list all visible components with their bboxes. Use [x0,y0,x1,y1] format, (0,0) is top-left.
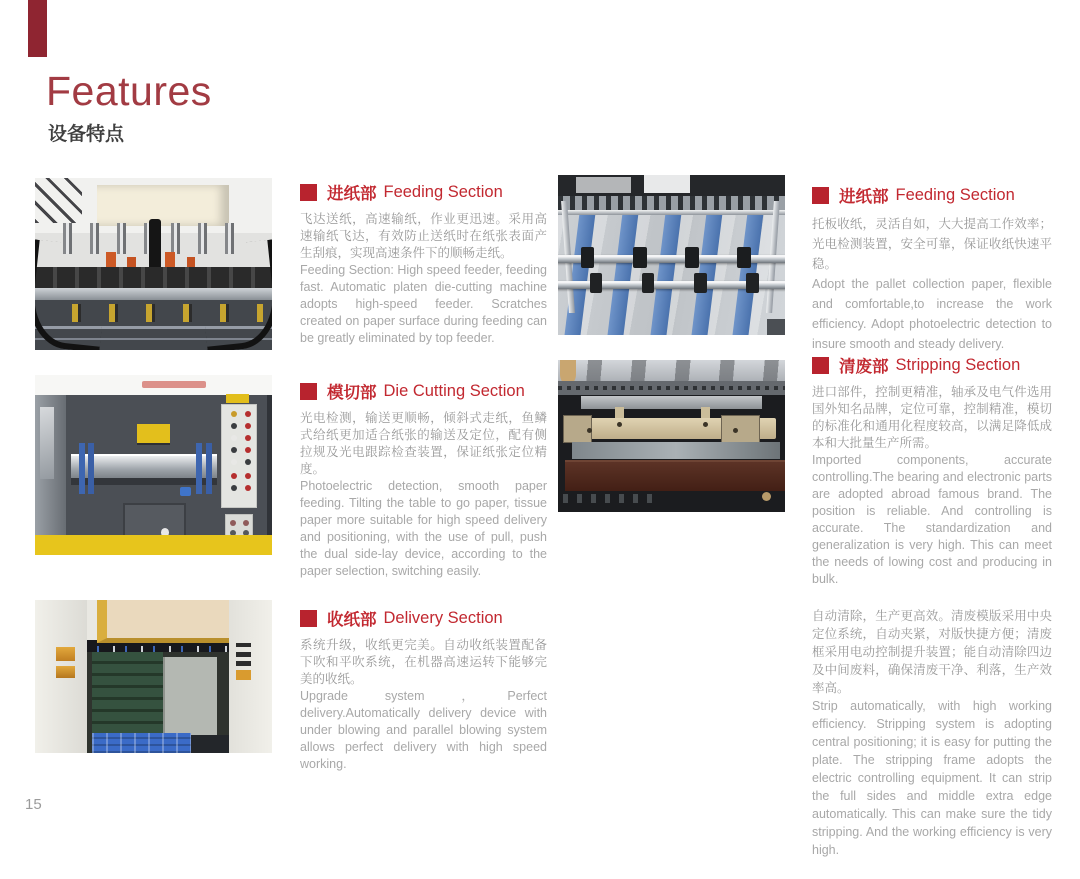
photo-detail [236,661,250,666]
photo-detail [230,520,236,526]
photo-detail [558,386,785,391]
section-heading [812,353,1052,377]
photo-detail [685,247,699,268]
photo-detail [581,396,763,408]
photo-detail [558,196,785,210]
photo-detail [225,514,253,538]
photo-detail [563,415,592,443]
section-body-cn: 系统升级，收纸更完美。自动收纸装置配备下吹和平吹系统，在机器高速运转下能够完美的收纸。 [300,638,547,686]
section-feeding [300,180,547,347]
photo-detail [642,273,654,294]
photo-detail [558,210,785,215]
photo-detail [590,273,602,294]
section-title-cn: 模切部 [327,384,377,402]
section-feeding-right [812,183,1052,354]
photo-detail [236,643,250,648]
photo-detail [581,247,595,268]
photo-detail [644,175,689,193]
section-bullet-icon [300,610,317,627]
section-body-en: Adopt the pallet collection paper, flexible and comfortable,to increase the work efficiency. Adopt photoelectric detection to insure smooth and steady delivery. [812,277,1052,351]
section-body-cn: 飞达送纸，高速输纸，作业更迅速。采用高速输纸飞达，有效防止送纸时在纸张表面产生刮痕，实现高速条件下的顺畅走纸。 [300,212,547,260]
section-body2-cn: 自动清除，生产更高效。清废模版采用中央定位系统，自动夹紧，对版快捷方便；清废框采用电动控制提升装置；能自动清除四边及中间废料，确保清废干净、利落，生产效率高。 [812,609,1052,695]
section-heading [300,180,547,204]
control-panel-buttons [231,411,237,417]
photo-detail [572,442,781,459]
section-title-en: Stripping Section [895,355,1021,374]
photo-detail [221,404,257,509]
photo-detail [226,394,250,403]
section-body-en: Imported components, accurate controlling.The bearing and electronic parts are adopted abroad famous brand. The position is reliable. And controlling is accurate. The standardization and generalization is very high. This can meet the needs of lowing cost and producing in bulk. [812,453,1052,586]
photo-detail [191,735,229,753]
photo-detail [35,178,82,223]
photo-detail [721,415,759,443]
page-number: 15 [25,796,42,813]
photo-detail [558,360,785,381]
section-body-en: Feeding Section: High speed feeder, feeding fast. Automatic platen die-cutting machine adopts high-speed feeder. Scratches created on paper surface during feeding can be greatly eliminated by top feeder. [300,263,547,345]
photo-detail [633,247,647,268]
photo-detail [762,492,771,501]
photo-detail [576,177,630,193]
photo-detail [565,460,785,491]
section-body-en: Photoelectric detection, smooth paper feeding. Tilting the table to go paper, tissue paper more suitable for high speed delivery and positioning, with the use of pull, push the dual side-lay device, according to the paper selection, switching easily. [300,479,547,578]
photo-detail [206,443,212,493]
photo-detail [737,247,751,268]
section-title-cn: 进纸部 [839,188,889,206]
page-subtitle: 设备特点 [48,124,125,145]
stripping-section-photo [558,360,785,512]
warning-sticker [56,666,75,678]
photo-detail [142,381,206,388]
section-bullet-icon [812,187,829,204]
warning-sticker [236,670,250,679]
section-heading [300,606,547,630]
feeding-right-photo [558,175,785,335]
page-title: Features [46,68,212,114]
section-delivery [300,606,547,773]
photo-detail [137,424,170,444]
photo-detail [694,273,706,294]
photo-detail [196,443,202,493]
section-title-cn: 收纸部 [327,611,377,629]
photo-detail [163,657,217,738]
section-body-en: Upgrade system ，Perfect delivery.Automatically delivery device with under blowing and parallel blowing system allows perfect delivery with high speed working. [300,689,547,771]
delivery-section-photo [35,600,272,753]
warning-sticker [56,647,75,661]
section-bullet-icon [300,383,317,400]
photo-detail [35,240,110,350]
photo-detail [563,494,654,503]
photo-detail [97,185,230,226]
section-body-cn: 托板收纸，灵活自如，大大提高工作效率；光电检测装置，安全可靠，保证收纸快速平稳。 [812,217,1052,271]
section-title-en: Feeding Section [895,185,1015,204]
photo-detail [267,395,272,535]
feeding-section-photo [35,178,272,350]
section-title-cn: 清废部 [839,358,889,376]
photo-detail [236,652,250,657]
photo-detail [97,600,233,643]
section-body-cn: 光电检测，输送更顺畅，倾斜式走纸，鱼鳞式给纸更加适合纸张的输送及定位，配有侧拉规及光电跟踪检查装置，保证纸张定位精度。 [300,411,547,476]
photo-detail [35,535,272,555]
die-cutting-section-photo [35,375,272,555]
photo-detail [40,407,54,479]
section-stripping [812,353,1052,859]
section-body-cn: 进口部件，控制更精准，轴承及电气件选用国外知名品牌，定位可靠，控制精准，模切的标准化和通用化程度较高，以满足降低成本和大批量生产所需。 [812,385,1052,450]
page-corner-mark [28,0,47,57]
photo-detail [79,443,85,493]
section-title-en: Delivery Section [383,608,503,627]
section-body2-en: Strip automatically, with high working efficiency. Stripping system is adopting central positioning; it is easy for putting the plate. The stripping frame adopts the electric controlling equipment. It can strip the full sides and middle extra edge automatically. This can make sure the tidy stripping. And the working efficiency is very high. [812,699,1052,857]
section-heading [812,183,1052,207]
section-title-en: Die Cutting Section [383,381,525,400]
photo-detail [88,443,94,493]
section-bullet-icon [300,184,317,201]
photo-detail [180,487,192,496]
photo-detail [149,219,161,274]
section-bullet-icon [812,357,829,374]
section-die-cutting [300,379,547,580]
photo-detail [165,252,174,267]
photo-detail [767,319,785,335]
photo-detail [92,652,163,738]
section-title-cn: 进纸部 [327,185,377,203]
section-title-en: Feeding Section [383,182,503,201]
photo-detail [746,273,758,294]
photo-detail [92,733,192,753]
section-heading [300,379,547,403]
photo-detail [197,240,272,350]
